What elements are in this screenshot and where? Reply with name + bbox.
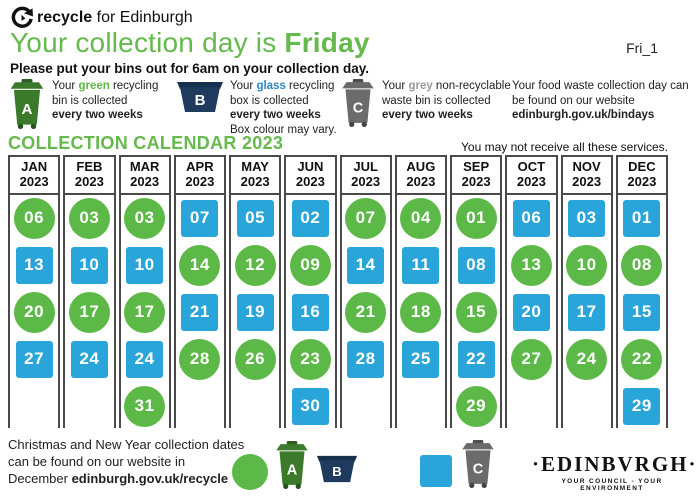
date-slot bbox=[286, 289, 334, 336]
month-header-feb: FEB 2023 bbox=[65, 157, 113, 195]
month-column-aug bbox=[395, 155, 447, 428]
edinburgh-logo-text: ·EDINBVRGH· bbox=[532, 452, 698, 476]
collection-date-aug-18: 18 bbox=[400, 292, 441, 333]
collection-date-jul-14: 14 bbox=[347, 247, 384, 284]
month-column-jul bbox=[340, 155, 392, 428]
collection-date-dec-08: 08 bbox=[621, 245, 662, 286]
green-bin-legend-icon bbox=[274, 441, 310, 494]
collection-date-dec-15: 15 bbox=[623, 294, 660, 331]
collection-date-aug-25: 25 bbox=[402, 341, 439, 378]
date-slot bbox=[507, 336, 555, 383]
month-header-mar: MAR 2023 bbox=[121, 157, 169, 195]
collection-date-mar-24: 24 bbox=[126, 341, 163, 378]
collection-date-jun-16: 16 bbox=[292, 294, 329, 331]
collection-date-apr-14: 14 bbox=[179, 245, 220, 286]
recycle-arrow-icon bbox=[10, 6, 33, 29]
month-header-jul: JUL 2023 bbox=[342, 157, 390, 195]
date-slot bbox=[65, 289, 113, 336]
date-slot bbox=[10, 289, 58, 336]
service-green-bin bbox=[8, 79, 176, 138]
date-slot bbox=[10, 336, 58, 383]
date-slot bbox=[452, 336, 500, 383]
month-header-aug: AUG 2023 bbox=[397, 157, 445, 195]
collection-date-feb-24: 24 bbox=[71, 341, 108, 378]
grey-bin-icon bbox=[340, 79, 376, 138]
collection-date-aug-04: 04 bbox=[400, 198, 441, 239]
month-column-may bbox=[229, 155, 281, 428]
glass-box-icon bbox=[176, 79, 224, 138]
calendar-heading-row bbox=[8, 133, 668, 154]
date-slot bbox=[176, 336, 224, 383]
date-slot bbox=[563, 336, 611, 383]
date-slot bbox=[231, 195, 279, 242]
svg-text:B: B bbox=[194, 92, 206, 109]
collection-day: Friday bbox=[284, 27, 370, 58]
legend-green-group bbox=[232, 441, 358, 494]
collection-date-mar-03: 03 bbox=[124, 198, 165, 239]
date-slot bbox=[176, 242, 224, 289]
collection-date-feb-03: 03 bbox=[69, 198, 110, 239]
date-slot bbox=[452, 195, 500, 242]
date-slot bbox=[342, 195, 390, 242]
collection-date-sep-01: 01 bbox=[456, 198, 497, 239]
collection-date-dec-29: 29 bbox=[623, 388, 660, 425]
date-slot bbox=[121, 242, 169, 289]
service-glass-box bbox=[176, 79, 340, 138]
calendar-note: You may not receive all these services. bbox=[461, 140, 668, 154]
collection-date-jul-07: 07 bbox=[345, 198, 386, 239]
date-slot bbox=[452, 383, 500, 430]
collection-date-jul-28: 28 bbox=[347, 341, 384, 378]
service-food-waste bbox=[512, 79, 694, 138]
svg-text:A: A bbox=[286, 462, 298, 479]
month-column-dec bbox=[616, 155, 668, 428]
footer-note: Christmas and New Year collection dates can be found on our website in December edinburgh.gov.uk/recycle bbox=[8, 437, 245, 486]
date-slot bbox=[10, 195, 58, 242]
month-header-sep: SEP 2023 bbox=[452, 157, 500, 195]
collection-date-jul-21: 21 bbox=[345, 292, 386, 333]
date-slot bbox=[231, 383, 279, 430]
date-slot bbox=[65, 383, 113, 430]
legend-blue-group bbox=[420, 440, 496, 493]
collection-date-may-12: 12 bbox=[235, 245, 276, 286]
date-slot bbox=[452, 289, 500, 336]
svg-text:C: C bbox=[472, 461, 484, 478]
date-slot bbox=[231, 336, 279, 383]
month-column-sep bbox=[450, 155, 502, 428]
services-row bbox=[8, 79, 694, 138]
date-slot bbox=[507, 242, 555, 289]
month-header-apr: APR 2023 bbox=[176, 157, 224, 195]
month-column-nov bbox=[561, 155, 613, 428]
collection-date-sep-15: 15 bbox=[456, 292, 497, 333]
svg-text:C: C bbox=[352, 100, 364, 117]
recycle-url: edinburgh.gov.uk/recycle bbox=[71, 470, 229, 486]
collection-date-jan-27: 27 bbox=[16, 341, 53, 378]
edinburgh-council-logo bbox=[532, 452, 698, 492]
collection-date-nov-03: 03 bbox=[568, 200, 605, 237]
date-slot bbox=[121, 336, 169, 383]
date-slot bbox=[342, 383, 390, 430]
date-slot bbox=[286, 383, 334, 430]
glass-box-legend-icon bbox=[316, 453, 358, 490]
date-slot bbox=[507, 383, 555, 430]
collection-date-oct-13: 13 bbox=[511, 245, 552, 286]
collection-date-feb-17: 17 bbox=[69, 292, 110, 333]
month-column-feb bbox=[63, 155, 115, 428]
blue-square-legend-icon bbox=[420, 455, 452, 487]
bindays-url: edinburgh.gov.uk/bindays bbox=[512, 109, 655, 122]
date-slot bbox=[397, 242, 445, 289]
date-slot bbox=[176, 383, 224, 430]
date-slot bbox=[286, 195, 334, 242]
calendar-title: COLLECTION CALENDAR 2023 bbox=[8, 133, 284, 153]
date-slot bbox=[563, 383, 611, 430]
food-waste-text: Your food waste collection day can be found on our website edinburgh.gov.uk/bindays bbox=[512, 80, 689, 122]
date-slot bbox=[121, 289, 169, 336]
page-title: Your collection day is Friday bbox=[10, 27, 370, 58]
collection-date-sep-29: 29 bbox=[456, 386, 497, 427]
month-header-jun: JUN 2023 bbox=[286, 157, 334, 195]
collection-date-dec-22: 22 bbox=[621, 339, 662, 380]
date-slot bbox=[397, 289, 445, 336]
collection-date-sep-22: 22 bbox=[458, 341, 495, 378]
collection-date-dec-01: 01 bbox=[623, 200, 660, 237]
svg-text:B: B bbox=[332, 464, 342, 479]
month-column-oct bbox=[505, 155, 557, 428]
date-slot bbox=[618, 289, 666, 336]
grey-bin-legend-icon bbox=[460, 440, 496, 493]
collection-date-may-26: 26 bbox=[235, 339, 276, 380]
date-slot bbox=[231, 242, 279, 289]
date-slot bbox=[507, 195, 555, 242]
collection-date-apr-07: 07 bbox=[181, 200, 218, 237]
month-header-oct: OCT 2023 bbox=[507, 157, 555, 195]
service-grey-bin bbox=[340, 79, 512, 138]
date-slot bbox=[342, 289, 390, 336]
route-code: Fri_1 bbox=[626, 40, 658, 56]
date-slot bbox=[231, 289, 279, 336]
collection-date-jan-13: 13 bbox=[16, 247, 53, 284]
date-slot bbox=[10, 242, 58, 289]
collection-date-jan-06: 06 bbox=[14, 198, 55, 239]
collection-date-aug-11: 11 bbox=[402, 247, 439, 284]
date-slot bbox=[65, 242, 113, 289]
date-slot bbox=[286, 242, 334, 289]
recycle-logo-text: recycle for Edinburgh bbox=[37, 8, 193, 26]
collection-date-apr-21: 21 bbox=[181, 294, 218, 331]
date-slot bbox=[563, 289, 611, 336]
green-circle-legend-icon bbox=[232, 454, 268, 490]
collection-date-jun-23: 23 bbox=[290, 339, 331, 380]
collection-date-oct-06: 06 bbox=[513, 200, 550, 237]
collection-date-nov-10: 10 bbox=[566, 245, 607, 286]
month-column-jan bbox=[8, 155, 60, 428]
date-slot bbox=[618, 195, 666, 242]
recycle-logo bbox=[10, 6, 193, 29]
date-slot bbox=[563, 195, 611, 242]
date-slot bbox=[618, 383, 666, 430]
date-slot bbox=[563, 242, 611, 289]
date-slot bbox=[342, 336, 390, 383]
date-slot bbox=[452, 242, 500, 289]
collection-date-jun-30: 30 bbox=[292, 388, 329, 425]
date-slot bbox=[618, 242, 666, 289]
month-column-apr bbox=[174, 155, 226, 428]
month-column-mar bbox=[119, 155, 171, 428]
collection-date-oct-20: 20 bbox=[513, 294, 550, 331]
date-slot bbox=[397, 383, 445, 430]
edinburgh-logo-tagline: YOUR COUNCIL - YOUR ENVIRONMENT bbox=[561, 478, 663, 492]
service-glass-text: Your glass recycling box is collected every two weeks Box colour may vary. bbox=[230, 80, 337, 137]
month-column-jun bbox=[284, 155, 336, 428]
collection-date-may-19: 19 bbox=[237, 294, 274, 331]
month-header-nov: NOV 2023 bbox=[563, 157, 611, 195]
collection-date-nov-24: 24 bbox=[566, 339, 607, 380]
collection-date-jan-20: 20 bbox=[14, 292, 55, 333]
date-slot bbox=[286, 336, 334, 383]
month-header-dec: DEC 2023 bbox=[618, 157, 666, 195]
collection-date-feb-10: 10 bbox=[71, 247, 108, 284]
date-slot bbox=[618, 336, 666, 383]
collection-date-sep-08: 08 bbox=[458, 247, 495, 284]
collection-date-apr-28: 28 bbox=[179, 339, 220, 380]
svg-text:A: A bbox=[21, 100, 33, 118]
date-slot bbox=[10, 383, 58, 430]
collection-date-oct-27: 27 bbox=[511, 339, 552, 380]
service-grey-text: Your grey non-recyclable waste bin is collected every two weeks bbox=[382, 80, 511, 122]
date-slot bbox=[121, 195, 169, 242]
date-slot bbox=[121, 383, 169, 430]
calendar-grid bbox=[8, 155, 668, 428]
collection-date-jun-02: 02 bbox=[292, 200, 329, 237]
date-slot bbox=[397, 195, 445, 242]
collection-date-jun-09: 09 bbox=[290, 245, 331, 286]
date-slot bbox=[342, 242, 390, 289]
instruction-text: Please put your bins out for 6am on your collection day. bbox=[10, 61, 370, 76]
month-header-may: MAY 2023 bbox=[231, 157, 279, 195]
date-slot bbox=[176, 195, 224, 242]
green-bin-icon bbox=[8, 79, 46, 138]
date-slot bbox=[176, 289, 224, 336]
date-slot bbox=[65, 336, 113, 383]
month-header-jan: JAN 2023 bbox=[10, 157, 58, 195]
date-slot bbox=[397, 336, 445, 383]
collection-date-mar-31: 31 bbox=[124, 386, 165, 427]
service-green-text: Your green recycling bin is collected every two weeks bbox=[52, 80, 159, 122]
collection-date-mar-10: 10 bbox=[126, 247, 163, 284]
collection-date-may-05: 05 bbox=[237, 200, 274, 237]
date-slot bbox=[507, 289, 555, 336]
date-slot bbox=[65, 195, 113, 242]
collection-date-mar-17: 17 bbox=[124, 292, 165, 333]
collection-date-nov-17: 17 bbox=[568, 294, 605, 331]
